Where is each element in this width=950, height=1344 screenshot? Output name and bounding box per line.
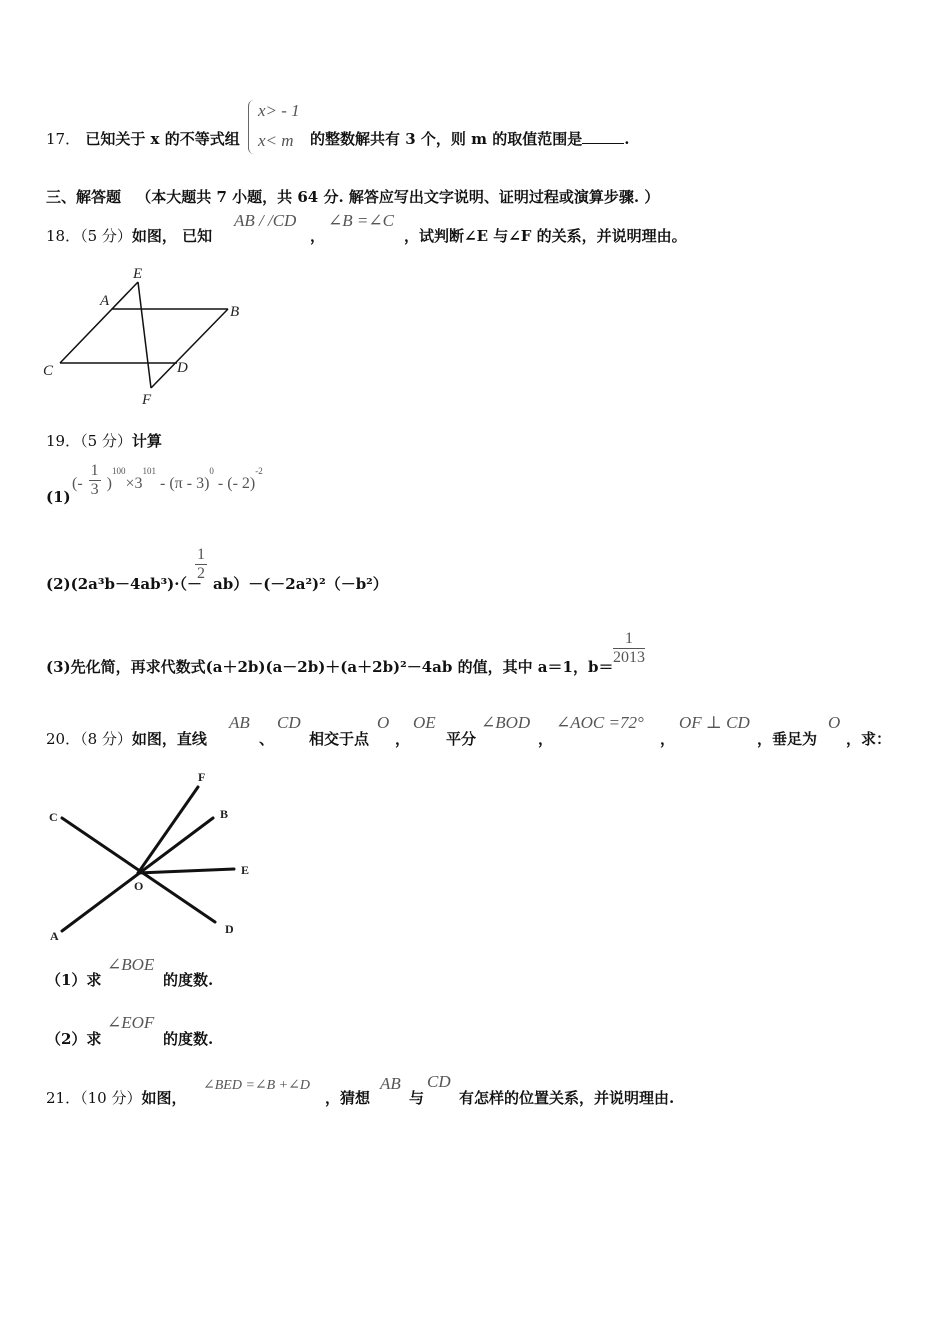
q20-comma3: ， <box>538 730 554 748</box>
q21-math-cd: CD <box>427 1072 451 1091</box>
q20-text-bisect: 平分 <box>446 730 477 748</box>
label-A: A <box>100 293 110 309</box>
q19-title: 计算 <box>131 432 162 450</box>
q20-score: （8 分） <box>80 730 132 748</box>
q20-sub1-post: 的度数. <box>163 971 214 989</box>
q18-score: （5 分） <box>80 227 132 245</box>
label-D: D <box>225 922 234 936</box>
q19-p1-tail: - (- 2) <box>213 475 256 493</box>
q20-sub2-pre: （2）求 <box>46 1030 102 1048</box>
q18-math-parallel: AB / /CD <box>234 211 297 230</box>
q19-p1-close-paren: ) <box>106 475 112 493</box>
q20-math-cd: CD <box>277 713 301 732</box>
q20-text-intersect: 相交于点 <box>309 730 370 748</box>
q21-line-start <box>46 1087 186 1108</box>
q19-part3-pre: (3)先化简，再求代数式(a＋2b)(a－2b)＋(a＋2b)²－4ab 的值，其中 a＝1，b＝ <box>46 658 614 676</box>
q20-math-oe: OE <box>413 713 436 732</box>
q19-p3-den: 2013 <box>613 649 645 666</box>
label-B: B <box>230 304 240 320</box>
q21-number: 21． <box>46 1089 81 1107</box>
q19-p1-rest: - (π - 3) <box>156 475 210 493</box>
q17-number: 17． <box>46 130 81 148</box>
q18-sep: ， <box>310 227 326 245</box>
q19-number: 19． <box>46 432 81 450</box>
q18-math-angles: ∠B =∠C <box>328 211 394 230</box>
q20-sub1-math: ∠BOE <box>107 955 155 974</box>
label-F: F <box>198 770 206 784</box>
q19-part1-label: (1) <box>46 488 71 506</box>
label-E: E <box>133 266 143 282</box>
q19-part2-pre: (2)(2a³b－4ab³)·（－ <box>46 575 202 593</box>
q18-number: 18． <box>46 227 81 245</box>
q19-p3-num: 1 <box>613 630 645 649</box>
q19-score: （5 分） <box>80 432 132 450</box>
section3-desc: （本大题共 7 小题，共 64 分. 解答应写出文字说明、证明过程或演算步骤. ） <box>136 188 660 206</box>
section3-title: 三、解答题 <box>46 188 122 206</box>
q19-p1-mid: ×3 <box>125 475 143 493</box>
q20-math-of-perp-cd: OF ⊥ CD <box>679 713 750 732</box>
q19-p2-den: 2 <box>197 565 205 582</box>
q19-p1-num: 1 <box>90 462 99 479</box>
q19-p1-exp1: 100 <box>111 466 126 476</box>
q21-text-guess: ，猜想 <box>325 1089 371 1107</box>
q21-score: （10 分） <box>80 1089 142 1107</box>
label-C: C <box>43 363 54 379</box>
q17-system-line2: x< m <box>258 131 294 150</box>
q20-math-o2: O <box>828 713 841 732</box>
q20-sub2-post: 的度数. <box>163 1030 214 1048</box>
q19-p2-num: 1 <box>197 546 205 563</box>
q19-part2-post: ab）－(－2a²)²（－b²） <box>213 575 388 593</box>
q20-math-aoc: ∠AOC =72° <box>556 713 644 732</box>
label-E: E <box>241 863 250 877</box>
q21-math-ab: AB <box>380 1074 401 1093</box>
ray-OE <box>138 869 234 873</box>
q20-text-foot: ，垂足为 <box>757 730 818 748</box>
label-B: B <box>220 807 229 821</box>
label-C: C <box>49 810 58 824</box>
label-O: O <box>134 879 144 893</box>
label-F: F <box>142 392 152 408</box>
q20-comma1: 、 <box>259 730 275 748</box>
q19-p1-exp4: -2 <box>255 466 263 476</box>
q20-number: 20． <box>46 730 81 748</box>
q17-system-line1: x> - 1 <box>258 101 300 120</box>
q18-post: ，试判断∠E 与∠F 的关系，并说明理由。 <box>404 227 687 245</box>
q20-sub2-math: ∠EOF <box>107 1013 155 1032</box>
q21-math-angle-sum: ∠BED =∠B +∠D <box>203 1078 310 1093</box>
q20-comma4: ， <box>660 730 676 748</box>
q20-math-bod: ∠BOD <box>481 713 531 732</box>
q17-end: . <box>624 130 630 148</box>
q20-pre: 如图，直线 <box>131 730 207 748</box>
q17-text-pre: 已知关于 x 的不等式组 <box>85 130 240 148</box>
q17-post-text: 的整数解共有 3 个，则 m 的取值范围是 <box>310 130 583 148</box>
q21-pre: 如图， <box>141 1089 187 1107</box>
q20-text-find: ，求： <box>846 730 892 748</box>
q20-math-ab: AB <box>229 713 250 732</box>
q19-p1-den: 3 <box>90 481 99 498</box>
q20-figure-lines <box>62 787 234 931</box>
q18-pre: 如图， 已知 <box>131 227 213 245</box>
q19-p1-open: (- <box>72 475 83 493</box>
q20-comma2: ， <box>395 730 411 748</box>
q21-post: 有怎样的位置关系，并说明理由. <box>459 1089 675 1107</box>
q20-math-o: O <box>377 713 390 732</box>
label-A: A <box>50 929 59 943</box>
q21-text-and: 与 <box>409 1089 425 1107</box>
label-D: D <box>177 360 188 376</box>
ray-OF <box>138 787 198 873</box>
q19-p1-exp3: 0 <box>209 466 214 476</box>
q20-sub1-pre: （1）求 <box>46 971 102 989</box>
q19-p1-exp2: 101 <box>142 466 157 476</box>
